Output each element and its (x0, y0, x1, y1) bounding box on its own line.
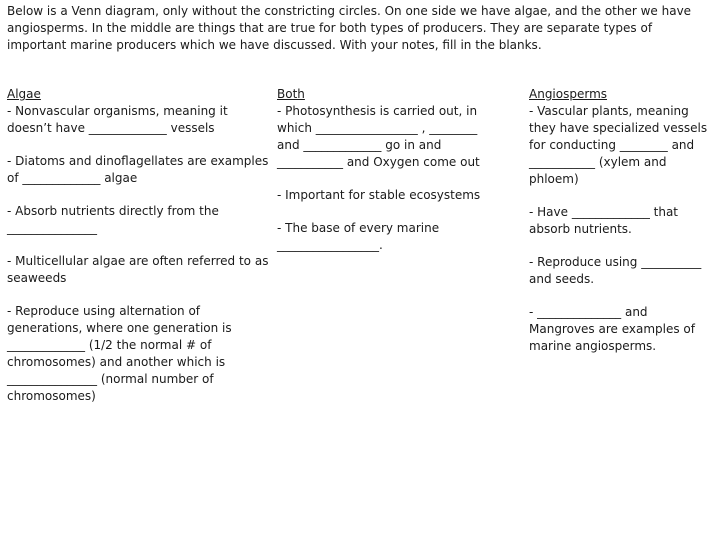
angiosperms-item: - Vascular plants, meaning they have specialized vessels for conducting ________ and ___________ (xylem and phloem) (529, 104, 708, 186)
intro-paragraph: Below is a Venn diagram, only without the constricting circles. On one side we have algae, and the other we have angiosperms. In the middle are things that are true for both types of producers. They are separate types of important marine producers which we have discussed. With your notes, fill in the blanks. (7, 4, 692, 52)
angiosperms-item: - ______________ and Mangroves are examples of marine angiosperms. (529, 305, 695, 353)
angiosperms-heading: Angiosperms (529, 87, 608, 101)
both-item: - The base of every marine _________________. (277, 221, 440, 252)
algae-heading: Algae (7, 87, 41, 101)
both-heading: Both (277, 87, 305, 101)
algae-item: - Absorb nutrients directly from the _______________ (7, 204, 219, 235)
algae-item: - Reproduce using alternation of generations, where one generation is _____________ (1/2 the normal # of chromosomes) and another which is _______________ (normal number of chromosomes) (7, 304, 232, 403)
angiosperms-item: - Have _____________ that absorb nutrients. (529, 205, 679, 236)
algae-item: - Nonvascular organisms, meaning it doesn’t have _____________ vessels (7, 104, 228, 135)
angiosperms-item: - Reproduce using __________ and seeds. (529, 255, 702, 286)
angiosperms-column (529, 86, 714, 371)
algae-item: - Diatoms and dinoflagellates are examples of _____________ algae (7, 154, 269, 185)
algae-item: - Multicellular algae are often referred to as seaweeds (7, 254, 269, 285)
algae-column (7, 86, 272, 421)
both-item: - Photosynthesis is carried out, in which _________________ , ________ and _____________ go in and ___________ and Oxygen come out (277, 104, 480, 169)
both-column (277, 86, 502, 270)
both-item: - Important for stable ecosystems (277, 188, 481, 202)
